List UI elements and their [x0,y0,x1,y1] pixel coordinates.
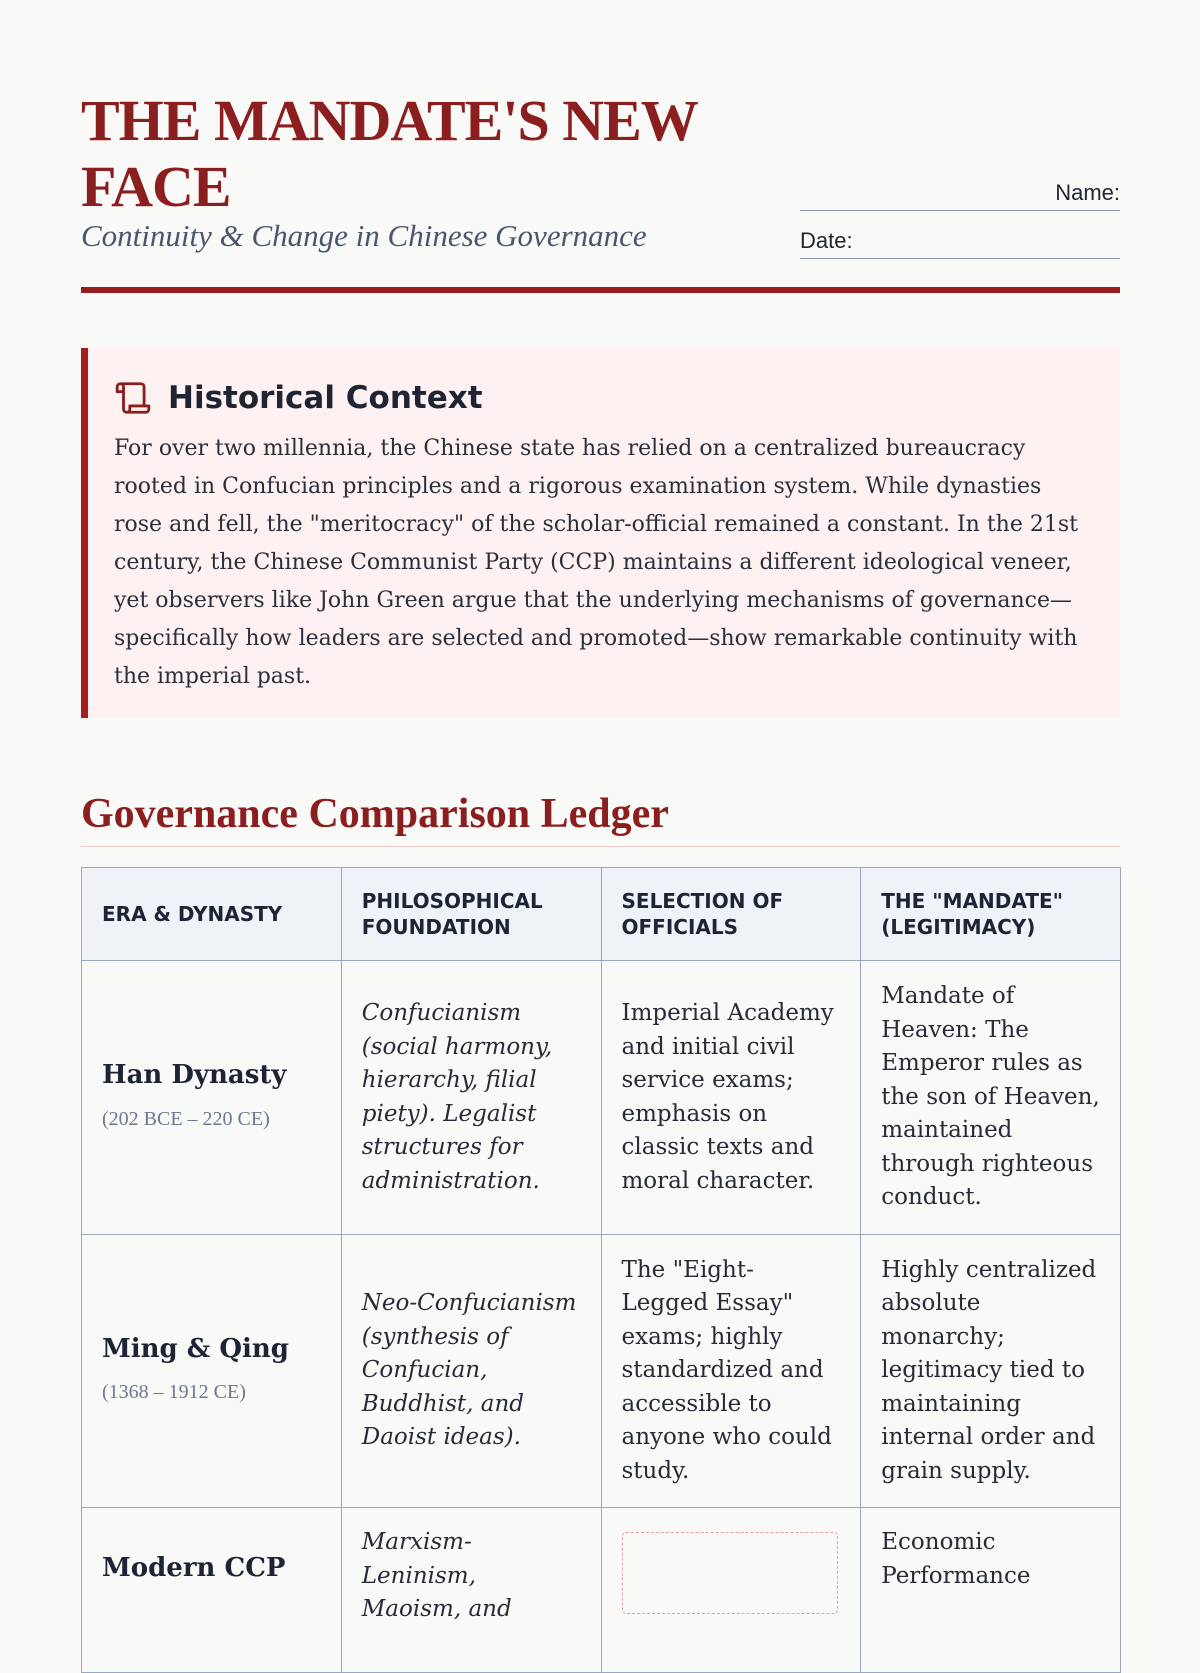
era-cell [82,961,342,1235]
table-row [82,961,1121,1235]
header-divider [81,287,1120,293]
governance-ledger-table [81,867,1121,1673]
student-fields [800,175,1120,271]
selection-cell [601,1508,861,1673]
philosophy-cell: Confucianism (social harmony, hierarchy, filial piety). Legalist structures for administration. [341,961,601,1235]
era-dates: (1368 – 1912 CE) [102,1381,246,1403]
page-title: THE MANDATE'S NEW FACE [81,88,697,219]
context-title: Historical Context [168,380,483,416]
selection-answer-input[interactable] [622,1532,838,1614]
era-cell [82,1235,342,1508]
mandate-cell: Highly centralized absolute monarchy; legitimacy tied to maintaining internal order and grain supply. [861,1235,1121,1508]
mandate-cell: Mandate of Heaven: The Emperor rules as the son of Heaven, maintained through righteous conduct. [861,961,1121,1235]
era-name: Ming & Qing [102,1333,289,1364]
column-header-philosophy: PHILOSOPHICAL FOUNDATION [341,868,601,961]
ledger-title: Governance Comparison Ledger [81,790,1120,847]
historical-context-box [81,348,1120,718]
table-row [82,1235,1121,1508]
table-header-row [82,868,1121,961]
context-heading [114,378,1094,418]
philosophy-cell: Marxism-Leninism, Maoism, and [341,1508,601,1673]
scroll-icon [114,379,152,417]
era-name: Modern CCP [102,1553,286,1583]
selection-cell: Imperial Academy and initial civil service exams; emphasis on classic texts and moral character. [601,961,861,1235]
worksheet-header [81,0,1120,295]
context-paragraph: For over two millennia, the Chinese state has relied on a centralized bureaucracy rooted in Confucian principles and a rigorous examination system. While dynasties rose and fell, the "meritocracy" of the scholar-official remained a constant. In the 21st century, the Chinese Communist Party (CCP) maintains a different ideological veneer, yet observers like John Green argue that the underlying mechanisms of governance—specifically how leaders are selected and promoted—show remarkable continuity with the imperial past. [114,436,1078,689]
philosophy-cell: Neo-Confucianism (synthesis of Confucian, Buddhist, and Daoist ideas). [341,1235,601,1508]
name-field[interactable] [800,175,1120,211]
date-label: Date: [800,228,853,253]
column-header-selection: SELECTION OF OFFICIALS [601,868,861,961]
era-dates: (202 BCE – 220 CE) [102,1107,270,1130]
column-header-era: ERA & DYNASTY [82,868,342,961]
page-subtitle: Continuity & Change in Chinese Governance [81,218,647,253]
selection-cell: The "Eight-Legged Essay" exams; highly standardized and accessible to anyone who could study. [601,1235,861,1508]
table-row [82,1508,1121,1673]
name-label: Name: [1055,180,1120,205]
date-field[interactable] [800,223,1120,259]
mandate-cell: Economic Performance [861,1508,1121,1673]
worksheet-page [81,0,1120,1622]
era-cell [82,1508,342,1673]
era-name: Han Dynasty [102,1060,287,1090]
column-header-mandate: THE "MANDATE" (LEGITIMACY) [861,868,1121,961]
